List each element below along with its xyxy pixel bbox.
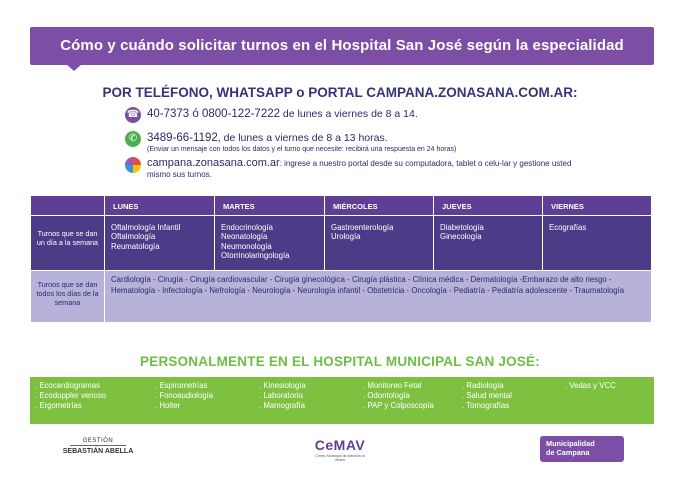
service-item: . Odontología	[363, 391, 410, 400]
service-item: . Fonoaudiología	[155, 391, 214, 400]
phone-numbers[interactable]: 40-7373 ó 0800-122-7222	[147, 108, 281, 120]
service-item: . Espirometrías	[155, 381, 208, 390]
services-column	[35, 381, 106, 411]
service-item: . Vedas y VCC	[565, 381, 616, 390]
service-item: . Ergometrías	[35, 401, 82, 410]
day-header: LUNES	[105, 196, 215, 216]
schedule-corner	[31, 196, 105, 216]
phone-hours: de lunes a viernes de 8 a 14.	[280, 108, 418, 120]
whatsapp-hours: , de lunes a viernes de 8 a 13 horas.	[217, 132, 388, 144]
schedule-table	[30, 195, 652, 323]
service-item: . PAP y Colposcopía	[363, 401, 434, 410]
service-item: . Tomografías	[462, 401, 510, 410]
day-cell: Gastroenterología Urología	[325, 216, 434, 271]
day-header: VIERNES	[543, 196, 652, 216]
service-item: . Ecocardiogramas	[35, 381, 101, 390]
whatsapp-note: (Enviar un mensaje con todos los datos y el turno que necesite: recibirá una respuesta en 24 horas)	[147, 146, 457, 153]
service-item: . Ecodoppler venoso	[35, 391, 107, 400]
row-label: Turnos que se dan todos los días de la semana	[31, 271, 105, 323]
banner-tail	[66, 64, 82, 71]
web-icon	[125, 157, 141, 173]
schedule-header-row	[31, 196, 652, 216]
all-days-cell: Cardiología - Cirugía - Cirugía cardiovascular - Cirugía ginecológica - Cirugía plástica - Clínica médica - Dermatología -Embarazo de alto riesgo - Hematología - Infectología - Nefrología - Neurología - Neurología infantil - Obstetricia - Oncología - Pediatría - Pediatría adolescente - Traumatología	[105, 271, 652, 323]
in-person-services	[30, 377, 654, 424]
row-label: Turnos que se dan un día a la semana	[31, 216, 105, 271]
whatsapp-icon: ✆	[125, 131, 141, 147]
page-title: Cómo y cuándo solicitar turnos en el Hospital San José según la especialidad	[60, 37, 624, 54]
gestion-logo: GESTIÓN SEBASTIÁN ABELLA	[62, 438, 134, 455]
day-header: MARTES	[215, 196, 325, 216]
day-cell: Endocrinología Neonatología Neumonología Otorrinolaringología	[215, 216, 325, 271]
services-column	[363, 381, 434, 411]
service-item: . Mamografía	[259, 401, 305, 410]
day-cell: Oftalmología Infantil Oftalmología Reumatología	[105, 216, 215, 271]
phone-icon: ☎	[125, 107, 141, 123]
services-column	[259, 381, 306, 411]
in-person-heading: PERSONALMENTE EN EL HOSPITAL MUNICIPAL SAN JOSÉ:	[140, 354, 540, 369]
cemav-logo: CeMAV Centro Municipal de Atención al Vecino	[314, 437, 366, 462]
day-header: MIÉRCOLES	[325, 196, 434, 216]
services-column	[462, 381, 512, 411]
service-item: . Monitoreo Fetal	[363, 381, 422, 390]
day-cell: Diabetología Ginecología	[434, 216, 543, 271]
title-banner	[30, 27, 654, 65]
services-column	[155, 381, 213, 411]
portal-url[interactable]: campana.zonasana.com.ar	[147, 157, 280, 169]
contact-heading: POR TELÉFONO, WHATSAPP o PORTAL CAMPANA.ZONASANA.COM.AR:	[102, 85, 578, 100]
portal-text: : ingrese a nuestro portal desde su computadora, tablet o celu-lar y gestione usted mismo sus turnos.	[147, 159, 572, 179]
schedule-row-all-days	[31, 271, 652, 323]
schedule-row-single-day	[31, 216, 652, 271]
service-item: . Salud mental	[462, 391, 512, 400]
service-item: . Kinesiología	[259, 381, 306, 390]
whatsapp-number[interactable]: 3489-66-1192	[147, 132, 218, 144]
service-item: . Radiología	[462, 381, 504, 390]
day-header: JUEVES	[434, 196, 543, 216]
service-item: . Laboratorio	[259, 391, 303, 400]
day-cell: Ecografías	[543, 216, 652, 271]
services-column	[565, 381, 616, 391]
municipalidad-logo: Municipalidad de Campana	[540, 436, 624, 462]
service-item: . Holter	[155, 401, 181, 410]
